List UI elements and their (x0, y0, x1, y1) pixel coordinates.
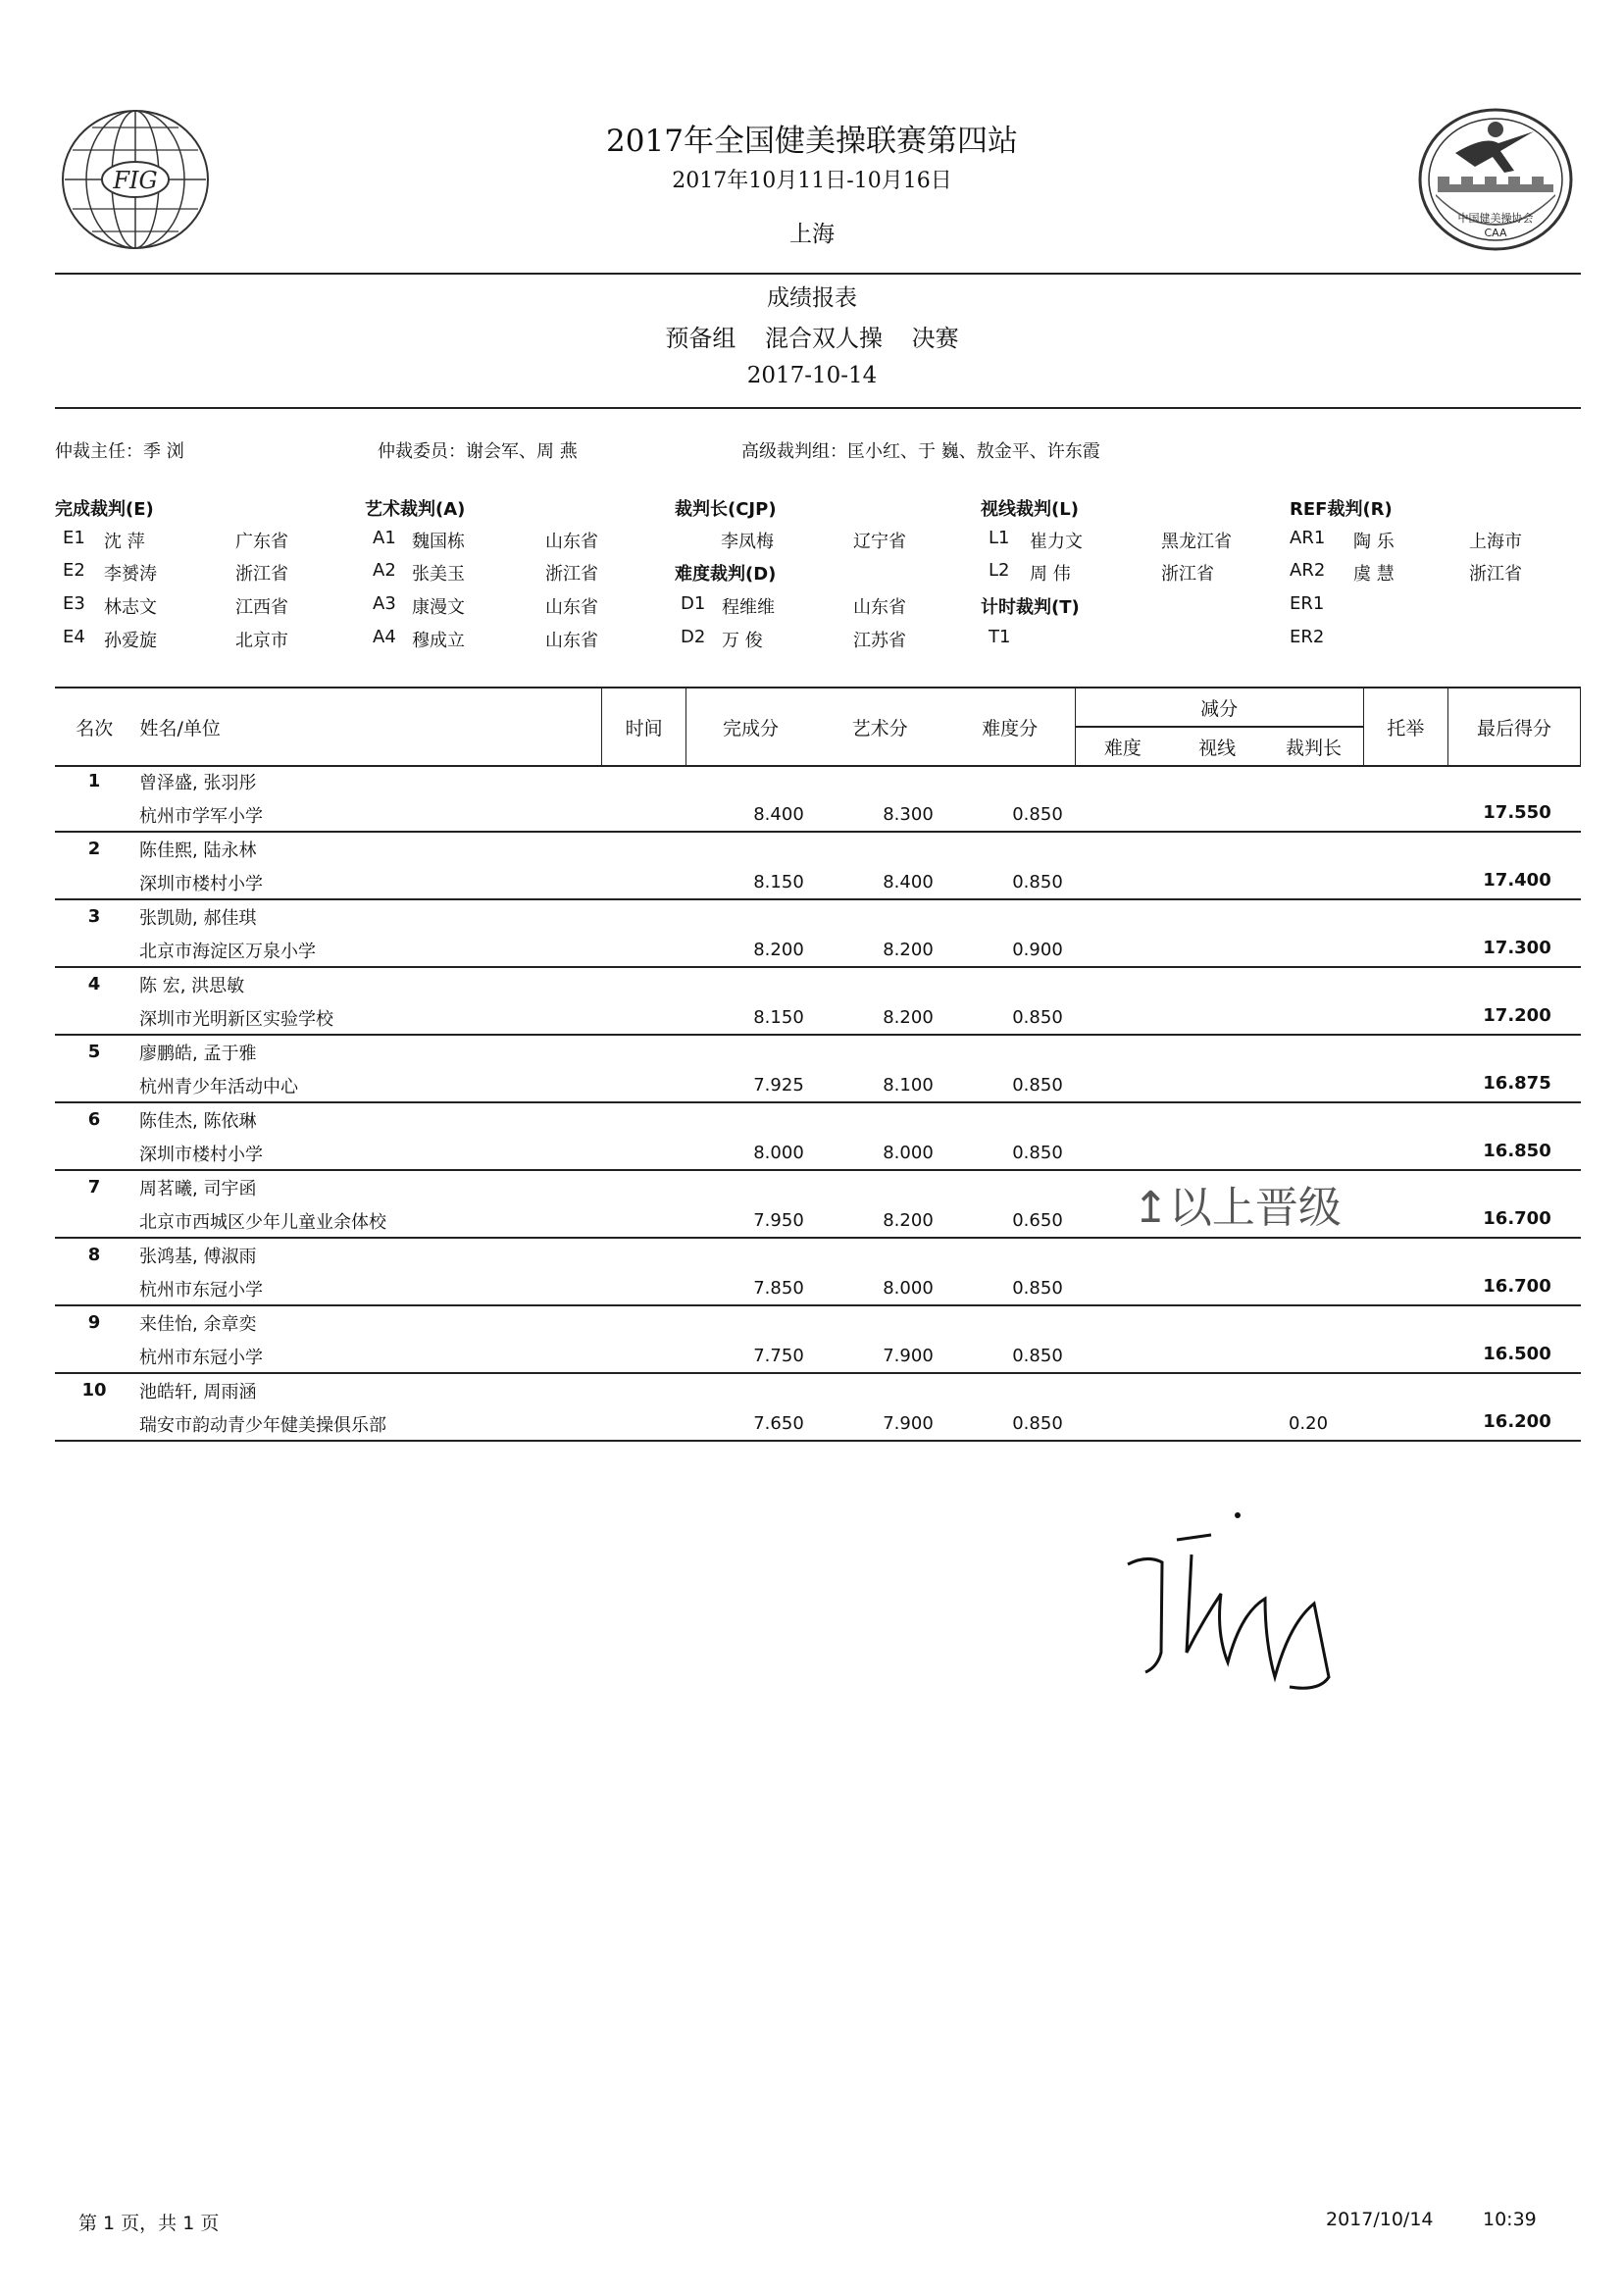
art-judges-heading: 艺术裁判(A) (365, 499, 466, 520)
col-final: 最后得分 (1448, 688, 1581, 766)
diff-score: 0.850 (1012, 1143, 1063, 1163)
col-ded-diff: 难度 (1075, 727, 1170, 766)
cjp-deduction: 0.20 (1288, 1413, 1329, 1434)
judge-name: 康漫文 (412, 597, 465, 618)
col-lift: 托举 (1363, 688, 1448, 766)
art-score: 8.300 (883, 804, 934, 825)
art-score: 8.200 (883, 1007, 934, 1028)
athlete-names: 池皓轩, 周雨涵 (139, 1382, 257, 1402)
competition-city: 上海 (789, 222, 835, 247)
judge-name: 穆成立 (412, 631, 465, 651)
judge-code: E3 (63, 593, 85, 614)
table-row (55, 1372, 1581, 1442)
cjp-name: 李凤梅 (721, 532, 774, 552)
art-score: 8.200 (883, 1210, 934, 1231)
diff-score: 0.850 (1012, 1007, 1063, 1028)
judge-code: E4 (63, 627, 85, 647)
exec-score: 7.925 (753, 1075, 804, 1096)
art-score: 8.000 (883, 1143, 934, 1163)
judge-code: E2 (63, 560, 85, 581)
judge-province: 山东省 (853, 597, 906, 618)
timer-heading: 计时裁判(T) (981, 597, 1080, 618)
diff-score: 0.850 (1012, 872, 1063, 892)
athlete-names: 廖鹏皓, 孟于雅 (139, 1044, 257, 1064)
judge-name: 林志文 (104, 597, 157, 618)
competition-date-range: 2017年10月11日-10月16日 (672, 169, 952, 193)
exec-judges-heading: 完成裁判(E) (55, 499, 154, 520)
judge-name: 孙爱旋 (104, 631, 157, 651)
col-deduction: 减分 (1075, 688, 1363, 727)
diff-score: 0.850 (1012, 804, 1063, 825)
athlete-names: 陈 宏, 洪思敏 (139, 976, 245, 996)
judge-name: 陶 乐 (1353, 532, 1395, 552)
table-row (55, 966, 1581, 1036)
ref-judges-heading: REF裁判(R) (1290, 499, 1393, 520)
athlete-unit: 深圳市楼村小学 (139, 874, 263, 894)
judge-province: 山东省 (545, 532, 598, 552)
judge-province: 江苏省 (853, 631, 906, 651)
athlete-names: 陈佳熙, 陆永林 (139, 841, 257, 861)
judge-province: 浙江省 (235, 564, 288, 585)
col-ded-line: 视线 (1170, 727, 1265, 766)
final-score: 16.200 (1483, 1411, 1551, 1432)
diff-score: 0.850 (1012, 1278, 1063, 1299)
judge-name: 虞 慧 (1353, 564, 1395, 585)
judge-name: 周 伟 (1030, 564, 1071, 585)
rank-cell: 9 (87, 1312, 101, 1333)
art-score: 7.900 (883, 1346, 934, 1366)
diff-score: 0.850 (1012, 1413, 1063, 1434)
promotion-note: ↥以上晋级 (1133, 1183, 1342, 1233)
diff-score: 0.850 (1012, 1075, 1063, 1096)
senior-judges: 高级裁判组：匡小红、于 巍、敖金平、许东霞 (741, 441, 1100, 462)
table-row (55, 1101, 1581, 1171)
judge-province: 上海市 (1469, 532, 1522, 552)
caa-logo-text: 中国健美操协会 (1457, 212, 1534, 225)
col-rank: 名次 (55, 688, 133, 766)
judge-name: 崔力文 (1030, 532, 1083, 552)
up-arrow-icon: ↥ (1133, 1183, 1169, 1233)
exec-score: 7.750 (753, 1346, 804, 1366)
final-score: 16.700 (1483, 1208, 1551, 1229)
judge-code: ER2 (1290, 627, 1325, 647)
col-name: 姓名/单位 (133, 688, 601, 766)
judge-code: AR2 (1290, 560, 1326, 581)
results-table-header (55, 687, 1581, 767)
rank-cell: 6 (87, 1109, 101, 1130)
table-row (55, 1034, 1581, 1103)
rank-cell: 2 (87, 839, 101, 859)
athlete-unit: 杭州青少年活动中心 (139, 1077, 298, 1097)
subheader-divider (55, 407, 1581, 409)
event-date: 2017-10-14 (746, 363, 878, 388)
judge-name: 李赟涛 (104, 564, 157, 585)
final-score: 17.200 (1483, 1005, 1551, 1026)
table-row (55, 1169, 1581, 1239)
judge-code: L2 (989, 560, 1010, 581)
print-date: 2017/10/14 (1326, 2209, 1434, 2230)
final-score: 16.700 (1483, 1276, 1551, 1297)
art-score: 8.200 (883, 940, 934, 960)
competition-title: 2017年全国健美操联赛第四站 (606, 124, 1018, 159)
exec-score: 8.000 (753, 1143, 804, 1163)
art-score: 7.900 (883, 1413, 934, 1434)
event-category: 预备组 混合双人操 决赛 (665, 325, 959, 352)
diff-score: 0.900 (1012, 940, 1063, 960)
athlete-names: 曾泽盛, 张羽彤 (139, 773, 257, 793)
athlete-names: 周茗曦, 司宇函 (139, 1179, 257, 1199)
athlete-unit: 深圳市光明新区实验学校 (139, 1009, 333, 1030)
signature (1118, 1505, 1373, 1721)
header-divider (55, 273, 1581, 275)
judge-province: 山东省 (545, 597, 598, 618)
athlete-names: 陈佳杰, 陈依琳 (139, 1111, 257, 1132)
exec-score: 8.400 (753, 804, 804, 825)
judge-province: 山东省 (545, 631, 598, 651)
judge-name: 魏国栋 (412, 532, 465, 552)
exec-score: 7.950 (753, 1210, 804, 1231)
line-judges-heading: 视线裁判(L) (981, 499, 1079, 520)
exec-score: 7.650 (753, 1413, 804, 1434)
judge-province: 浙江省 (1469, 564, 1522, 585)
judge-name: 沈 萍 (104, 532, 145, 552)
athlete-names: 来佳怡, 余章奕 (139, 1314, 257, 1335)
judge-province: 北京市 (235, 631, 288, 651)
judge-name: 张美玉 (412, 564, 465, 585)
table-row (55, 831, 1581, 900)
page-indicator: 第 1 页，共 1 页 (78, 2213, 220, 2234)
judge-name: 万 俊 (722, 631, 763, 651)
judge-code: D2 (681, 627, 706, 647)
col-exec: 完成分 (686, 688, 815, 766)
rank-cell: 5 (87, 1042, 101, 1062)
fig-logo-text: FIG (113, 167, 158, 194)
table-row (55, 1304, 1581, 1374)
final-score: 17.400 (1483, 870, 1551, 891)
judge-province: 江西省 (235, 597, 288, 618)
rank-cell: 4 (87, 974, 101, 994)
judge-code: A3 (373, 593, 396, 614)
art-score: 8.400 (883, 872, 934, 892)
exec-score: 8.200 (753, 940, 804, 960)
arbitration-committee: 仲裁委员：谢会军、周 燕 (378, 441, 578, 462)
diff-judges-heading: 难度裁判(D) (675, 564, 777, 585)
rank-cell: 3 (87, 906, 101, 927)
judge-code: A4 (373, 627, 396, 647)
exec-score: 8.150 (753, 1007, 804, 1028)
cjp-province: 辽宁省 (853, 532, 906, 552)
judge-province: 黑龙江省 (1161, 532, 1232, 552)
final-score: 17.550 (1483, 802, 1551, 823)
judge-code: AR1 (1290, 528, 1326, 548)
judge-code: A1 (373, 528, 396, 548)
rank-cell: 8 (87, 1245, 101, 1265)
art-score: 8.100 (883, 1075, 934, 1096)
judge-code: E1 (63, 528, 85, 548)
caa-logo-abbr: CAA (1484, 227, 1507, 239)
col-art: 艺术分 (815, 688, 945, 766)
athlete-unit: 杭州市东冠小学 (139, 1280, 263, 1300)
col-time: 时间 (601, 688, 686, 766)
athlete-unit: 深圳市楼村小学 (139, 1145, 263, 1165)
exec-score: 8.150 (753, 872, 804, 892)
table-row (55, 898, 1581, 968)
judge-code: D1 (681, 593, 706, 614)
athlete-unit: 杭州市学军小学 (139, 806, 263, 827)
athlete-unit: 杭州市东冠小学 (139, 1348, 263, 1368)
table-row (55, 763, 1581, 833)
judge-province: 广东省 (235, 532, 288, 552)
athlete-unit: 北京市海淀区万泉小学 (139, 942, 316, 962)
final-score: 17.300 (1483, 938, 1551, 958)
cjp-heading: 裁判长(CJP) (675, 499, 777, 520)
judge-name: 程维维 (722, 597, 775, 618)
final-score: 16.875 (1483, 1073, 1551, 1094)
table-row (55, 1237, 1581, 1306)
rank-cell: 1 (87, 771, 101, 791)
athlete-names: 张鸿基, 傅淑雨 (139, 1247, 257, 1267)
athlete-names: 张凯勋, 郝佳琪 (139, 908, 257, 929)
athlete-unit: 北京市西城区少年儿童业余体校 (139, 1212, 386, 1233)
report-title: 成绩报表 (767, 285, 857, 311)
diff-score: 0.650 (1012, 1210, 1063, 1231)
print-time: 10:39 (1483, 2209, 1537, 2230)
diff-score: 0.850 (1012, 1346, 1063, 1366)
final-score: 16.500 (1483, 1344, 1551, 1364)
judge-code: L1 (989, 528, 1010, 548)
rank-cell: 7 (87, 1177, 101, 1198)
col-diff: 难度分 (945, 688, 1076, 766)
timer-code: T1 (989, 627, 1011, 647)
judge-code: ER1 (1290, 593, 1325, 614)
final-score: 16.850 (1483, 1141, 1551, 1161)
judge-province: 浙江省 (545, 564, 598, 585)
judge-code: A2 (373, 560, 396, 581)
exec-score: 7.850 (753, 1278, 804, 1299)
judge-province: 浙江省 (1161, 564, 1214, 585)
art-score: 8.000 (883, 1278, 934, 1299)
rank-cell: 10 (81, 1380, 107, 1401)
col-ded-cjp: 裁判长 (1264, 727, 1363, 766)
chief-arbiter: 仲裁主任：季 浏 (55, 441, 184, 462)
athlete-unit: 瑞安市韵动青少年健美操俱乐部 (139, 1415, 386, 1436)
